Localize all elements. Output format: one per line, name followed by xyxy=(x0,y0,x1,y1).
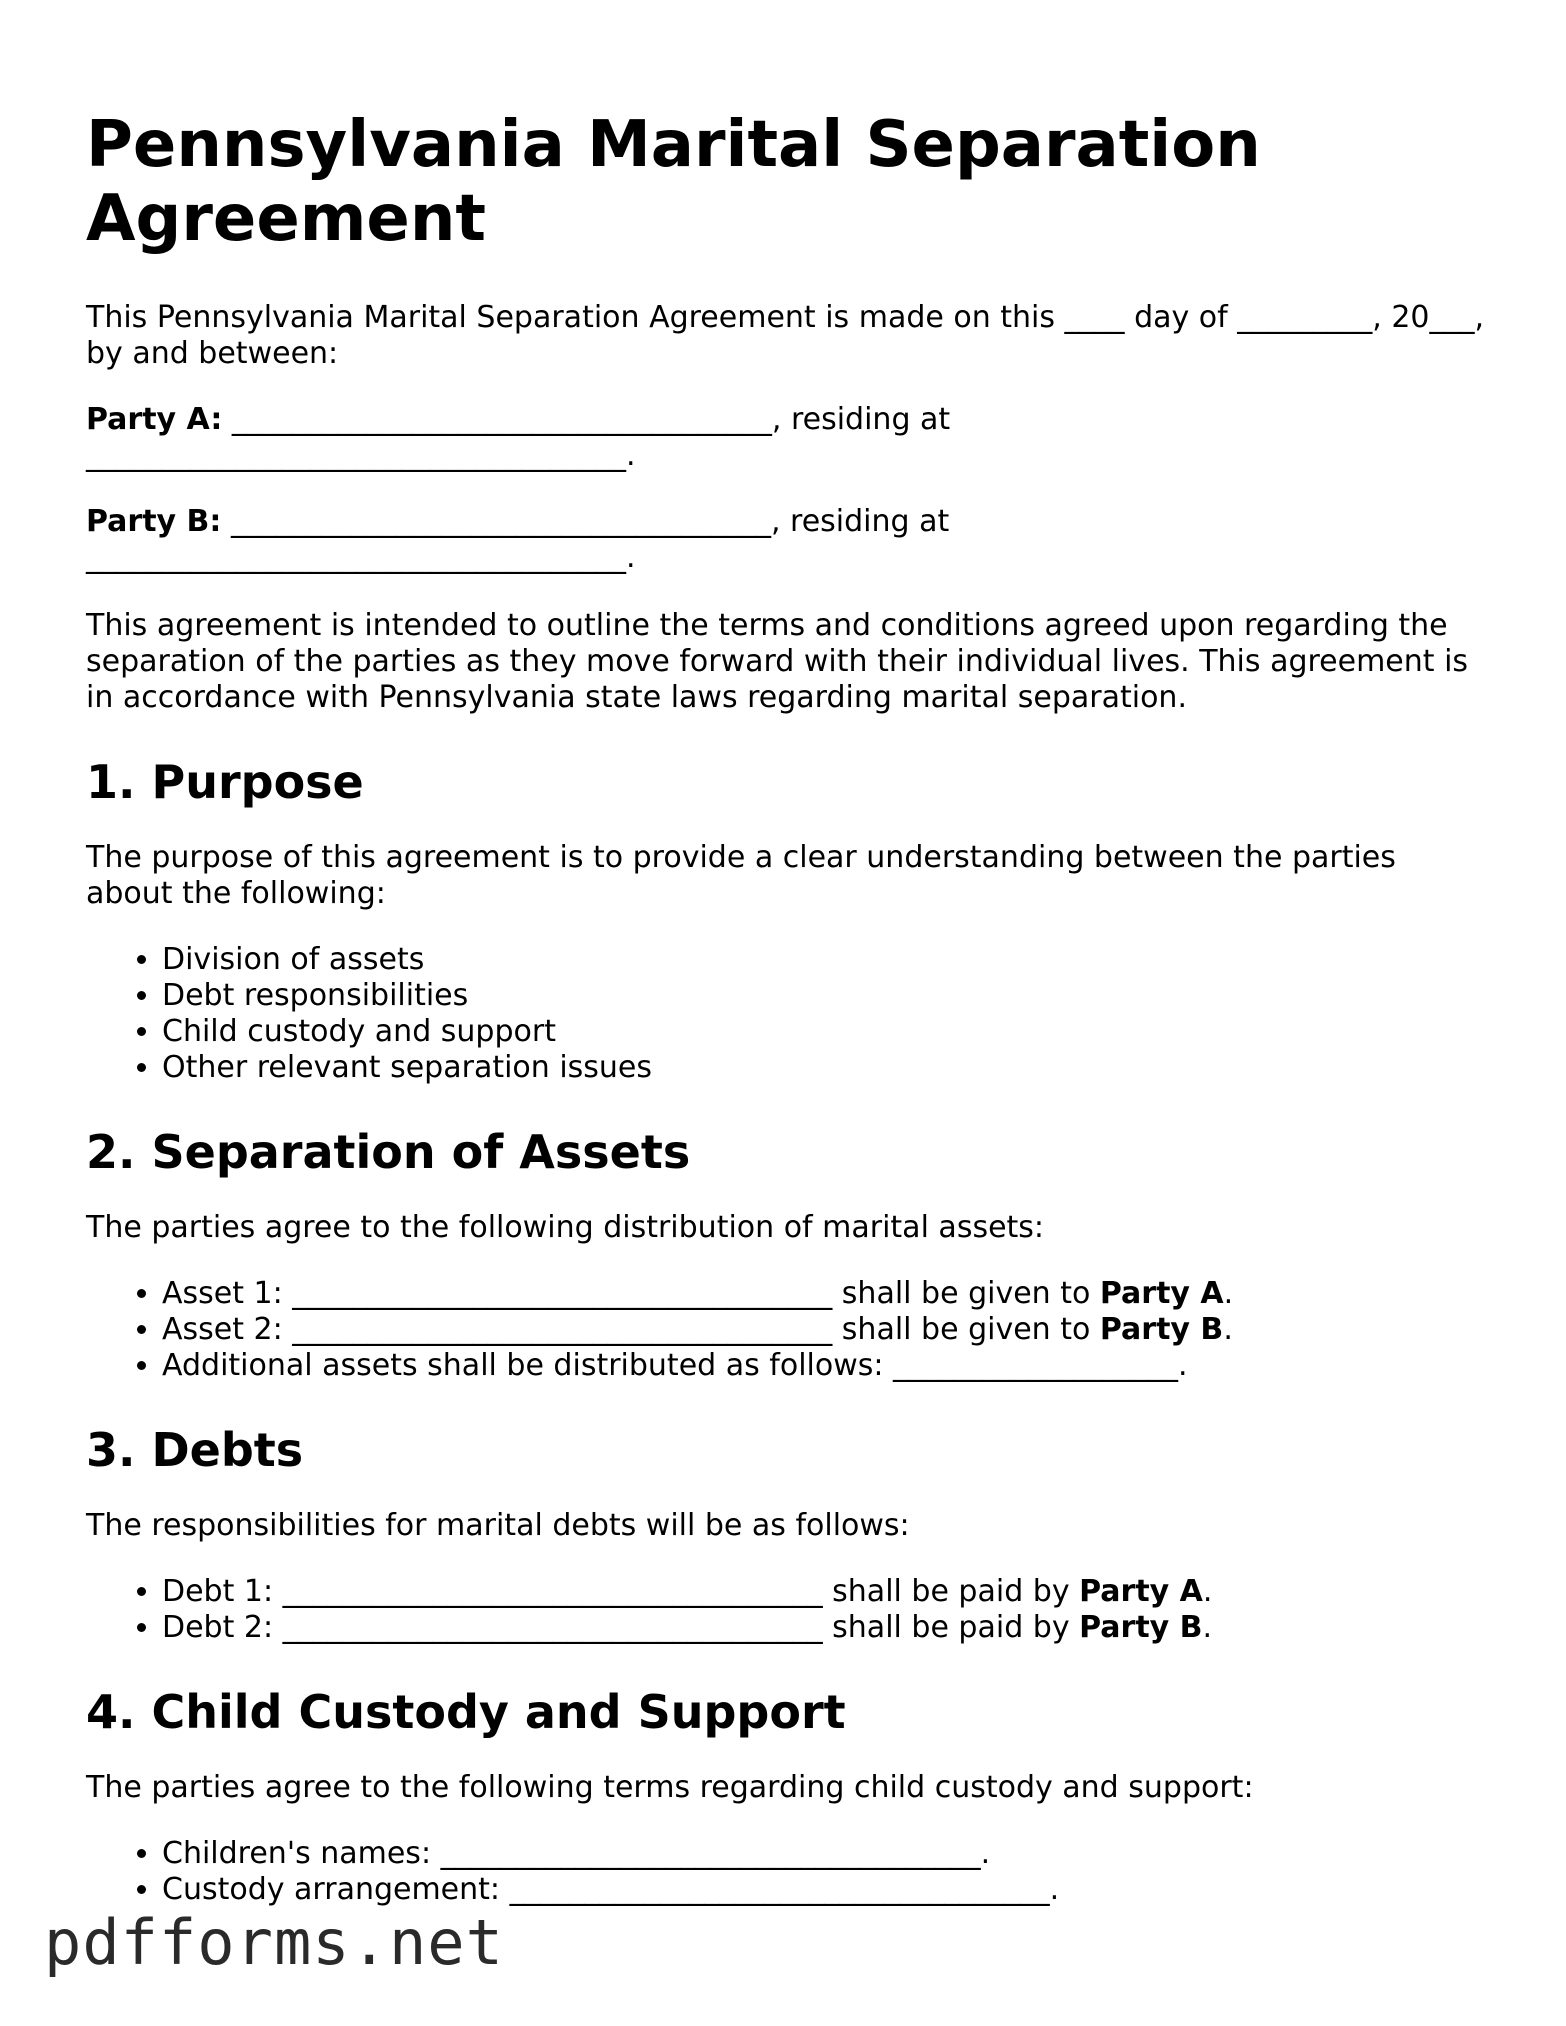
party-b-line xyxy=(86,504,1486,576)
list-item: • Other relevant separation issues xyxy=(162,1050,1486,1086)
purpose-list xyxy=(86,942,1486,1086)
party-a-blanks: ____________________________________, residing at ____________________________________. xyxy=(86,402,951,473)
list-item: • Additional assets shall be distributed as follows: ___________________. xyxy=(162,1348,1486,1384)
list-item xyxy=(162,1574,1486,1610)
period: . xyxy=(1202,1610,1213,1645)
section-4-lead: The parties agree to the following terms regarding child custody and support: xyxy=(86,1770,1254,1805)
debt-2-party: Party B xyxy=(1079,1610,1203,1645)
period: . xyxy=(1223,1276,1234,1311)
list-item: • Division of assets xyxy=(162,942,1486,978)
section-3-lead: The responsibilities for marital debts will be as follows: xyxy=(86,1508,910,1543)
list-item xyxy=(162,1276,1486,1312)
asset-2-text: Asset 2: ____________________________________ shall be given to xyxy=(162,1312,1100,1347)
asset-1-text: Asset 1: ____________________________________ shall be given to xyxy=(162,1276,1100,1311)
period: . xyxy=(1202,1574,1213,1609)
debts-list xyxy=(86,1574,1486,1646)
list-item: • Child custody and support xyxy=(162,1014,1486,1050)
debt-1-text: Debt 1: ____________________________________ shall be paid by xyxy=(162,1574,1080,1609)
party-a-line xyxy=(86,402,1486,474)
party-a-label: Party A: xyxy=(86,402,223,437)
list-item: • Children's names: ____________________________________. xyxy=(162,1836,1486,1872)
watermark-logo: pdfforms.net xyxy=(44,1906,504,1979)
section-1-lead: The purpose of this agreement is to provide a clear understanding between the parties about the following: xyxy=(86,840,1396,911)
list-item: • Custody arrangement: ____________________________________. xyxy=(162,1872,1486,1908)
asset-1-party: Party A xyxy=(1099,1276,1224,1311)
period: . xyxy=(1223,1312,1233,1347)
debt-1-party: Party A xyxy=(1079,1574,1203,1609)
section-2-lead: The parties agree to the following distribution of marital assets: xyxy=(86,1210,1045,1245)
assets-list xyxy=(86,1276,1486,1384)
custody-list xyxy=(86,1836,1486,1908)
party-b-blanks: ____________________________________, residing at ____________________________________. xyxy=(86,504,950,575)
section-2-heading: 2. Separation of Assets xyxy=(86,1125,691,1179)
section-1-heading: 1. Purpose xyxy=(86,755,364,809)
asset-2-party: Party B xyxy=(1099,1312,1224,1347)
list-item xyxy=(162,1610,1486,1646)
section-3-heading: 3. Debts xyxy=(86,1423,304,1477)
party-b-label: Party B: xyxy=(86,504,222,539)
document-title: Pennsylvania Marital Separation Agreement xyxy=(86,108,1261,256)
overview-paragraph: This agreement is intended to outline the terms and conditions agreed upon regarding the separation of the parties as they move forward with their individual lives. This agreement is in accordance with Pennsylvania state laws regarding marital separation. xyxy=(86,608,1469,715)
list-item: • Debt responsibilities xyxy=(162,978,1486,1014)
document-page xyxy=(86,108,1486,1908)
intro-paragraph: This Pennsylvania Marital Separation Agreement is made on this ____ day of _________, 20___, by and between: xyxy=(86,300,1485,371)
list-item xyxy=(162,1312,1486,1348)
section-4-heading: 4. Child Custody and Support xyxy=(86,1685,846,1739)
debt-2-text: Debt 2: ____________________________________ shall be paid by xyxy=(162,1610,1080,1645)
